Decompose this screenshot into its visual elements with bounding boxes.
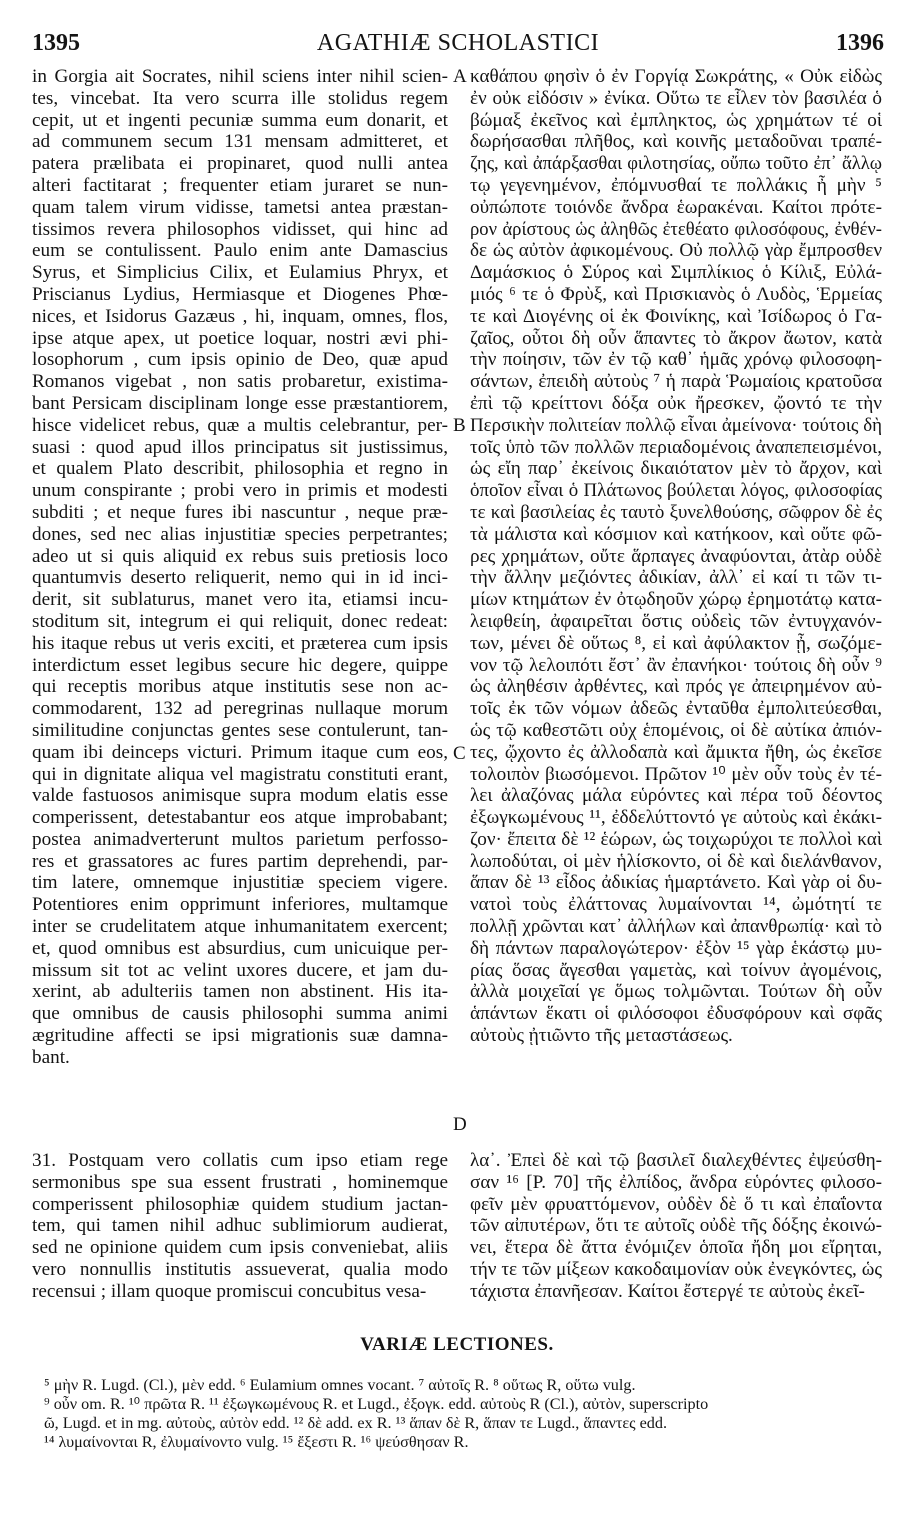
latin-line: tes, vincebat. Ita vero scurra ille stolidus regem [32, 87, 448, 109]
greek-line: πολλῇ χρῶνται κατ᾿ ἀλλήλων καὶ ἀπανθρωπίᾳ· καὶ τὸ [470, 916, 882, 938]
page-number-left: 1395 [32, 30, 80, 56]
latin-line: losophorum , cum ipsis opinio de Deo, quæ apud [32, 349, 448, 371]
note-line: ⁵ μὴν R. Lugd. (Cl.), μὲν edd. ⁶ Eulamium omnes vocant. ⁷ αὐτοῖς R. ⁸ οὕτως R, οὕτω vulg. [44, 1376, 636, 1394]
greek-line: λει ἀλαζόνας μάλα εὑρόντες καὶ πέρα τοῦ δέοντος [470, 785, 882, 807]
greek-line: τοῖς ἐκ τῶν νόμων ἀδεῶς ἐνταῦθα ἐμπολιτεύεσθαι, [470, 698, 882, 720]
margin-letter-c: C [453, 743, 466, 764]
greek-line: τῶν αἰπυτέρων, ὅτι τε αὐτοῖς οὐδὲ τῆς δόξης ἐκοινώ- [470, 1215, 882, 1237]
margin-letter-b: B [453, 415, 466, 436]
latin-line: nices, et Isidorus Gazæus , hi, inquam, omnes, flos, [32, 305, 448, 327]
latin-line: patera prælibata ei propinaret, quod nulli antea [32, 153, 448, 175]
greek-line: ζον· ἔπειτα δὲ ¹² ἑώρων, ὡς τοιχωρύχοι τε πολλοὶ καὶ [470, 828, 882, 850]
running-title: AGATHIÆ SCHOLASTICI [316, 30, 600, 56]
latin-line: derit, sit sublaturus, manet vero ita, etiamsi incu- [32, 589, 448, 611]
latin-line: Romanos vigebat , non satis probaretur, existima- [32, 371, 448, 393]
latin-line: tem, qui tamen nihil adhuc sublimiorum audierat, [32, 1215, 448, 1237]
latin-line: ægritudine affecti se ipsi migrationis suæ damna- [32, 1025, 448, 1047]
greek-line: ἁπάντων ἕκατι οἱ φιλόσοφοι ἐδυσφόρουν καὶ σφᾶς [470, 1003, 882, 1025]
greek-line: ζης, καὶ ἀπάρξασθαι φιλοτησίας, οὔπω τοῦτο ἐπ᾿ ἄλλῳ [470, 153, 882, 175]
greek-line: ρες χρημάτων, οὔτε ἅρπαγες ἀναφύονται, ἀτὰρ οὐδὲ [470, 545, 882, 567]
latin-line: eum se contulissent. Paulo enim ante Damascius [32, 240, 448, 262]
greek-line: ἐπὶ τῷ κρείττονι δόξα οὐκ ἤρεσκεν, ᾤοντό τε τὴν [470, 392, 882, 414]
greek-line: τὴν ποίησιν, τῶν ἐν τῷ καθ᾿ ἡμᾶς χρόνῳ φιλοσοφη- [470, 349, 882, 371]
greek-line: Περσικὴν πολιτείαν πολλῷ εἶναι ἀμείνονα· τούτοις δὴ [470, 414, 882, 436]
greek-line: τὰ μάλιστα καὶ κόσμιον καὶ κατήκοον, καὶ οὔτε φῶ- [470, 523, 882, 545]
greek-line: νον τῷ λελοιπότι ἔστ᾿ ἂν ἐπανήκοι· τούτοις δὴ οὖν ⁹ [470, 654, 882, 676]
latin-line: et, quod omnibus est absurdius, cum unicuique per- [32, 937, 448, 959]
latin-line: subditi ; et neque fures ibi nascuntur , neque præ- [32, 501, 448, 523]
greek-line: ὡς εἴη παρ᾿ ἐκείνοις δικαιότατον μὲν τὸ ἄρχον, καὶ [470, 458, 882, 480]
latin-line: adeo ut si quis aliquid ex rebus suis pretiosis loco [32, 545, 448, 567]
latin-line: comperissent, detestabantur eos atque improbabant; [32, 807, 448, 829]
greek-line: αὐτοὺς ᾐτιῶντο τῆς μεταστάσεως. [470, 1025, 733, 1047]
greek-line: τάχιστα ἐπανῆεσαν. Καίτοι ἔστεργέ τε αὐτοὺς ἐκεῖ- [470, 1280, 865, 1302]
latin-line: alteri factitarat ; frequenter etiam juraret se nun- [32, 174, 448, 196]
greek-line: φεῖν μὲν φρυαττόμενον, οὐδὲν δὲ ὅ τι καὶ ἐπαΐοντα [470, 1193, 882, 1215]
latin-line: quantumvis deserto reliquerit, nemo qui in id inci- [32, 567, 448, 589]
variae-lectiones-heading: VARIÆ LECTIONES. [360, 1334, 554, 1355]
latin-line: bant Persicam disciplinam longe esse præstantiorem, [32, 392, 448, 414]
latin-line: sermonibus spe sua essent frustrati , hominemque [32, 1171, 448, 1193]
latin-line: qui in dignitate aliqua vel magistratu constituti erant, [32, 763, 448, 785]
greek-line: τες, ᾤχοντο ἐς ἀλλοδαπὰ καὶ ἄμικτα ἤθη, ὡς ἐκεῖσε [470, 741, 882, 763]
latin-line: ad communem secum 131 mensam admitteret, et [32, 131, 448, 153]
latin-line: quam talem virum vidisse, tametsi antea præstan- [32, 196, 448, 218]
page-header [32, 30, 884, 64]
latin-line: et qualem Plato describit, philosophia et regno in [32, 458, 448, 480]
margin-letter-a: A [453, 66, 467, 87]
latin-line: tim latere, omnemque injustitiæ speciem vigere. [32, 872, 448, 894]
greek-line: τε καὶ Διογένης οἱ ἐκ Φοινίκης, καὶ Ἰσίδωρος ὁ Γα- [470, 305, 882, 327]
greek-line: σαν ¹⁶ [P. 70] τῆς ἐλπίδος, ἄνδρα εὑρόντες φιλοσο- [470, 1171, 882, 1193]
greek-line: δε ὡς αὐτὸν ἀφικομένους. Οὐ πολλῷ γὰρ ἔμπροσθεν [470, 240, 882, 262]
greek-line: ὁποῖον εἶναι ὁ Πλάτωνος βούλεται λόγος, φιλοσοφίας [470, 480, 882, 502]
latin-line: recensui ; illam quoque promiscui concubitus vesa- [32, 1280, 427, 1302]
greek-line: καθάπου φησὶν ὁ ἐν Γοργίᾳ Σωκράτης, « Οὐκ εἰδὼς [470, 66, 882, 87]
greek-line: των, μένει δὲ οὕτως ⁸, εἰ καὶ ἀφύλακτον ᾖ, σωζόμε- [470, 632, 882, 654]
latin-line: in Gorgia ait Socrates, nihil sciens inter nihil scien- [32, 66, 448, 87]
greek-line: ἅπαν δὲ ¹³ εἶδος ἀδικίας ἡμαρτάνετο. Καὶ γὰρ οἱ δυ- [470, 872, 882, 894]
latin-column [32, 66, 448, 1069]
greek-line: τολοιπὸν βιωσόμενοι. Πρῶτον ¹⁰ μὲν οὖν τοὺς ἐν τέ- [470, 763, 882, 785]
latin-line: hisce videlicet rebus, quæ a multis celebrantur, per- [32, 414, 448, 436]
latin-line: Syrus, et Simplicius Cilix, et Eulamius Phryx, et [32, 262, 448, 284]
latin-line: 31. Postquam vero collatis cum ipso etiam rege [32, 1150, 448, 1171]
greek-line: ζαῖος, οὗτοι δὴ οὖν ἅπαντες τὸ ἄκρον ἄωτον, κατὰ [470, 327, 882, 349]
greek-line: τὴν ἄλλην μεζιόντες ἀδικίαν, ἀλλ᾿ εἰ καί τι τῶν τι- [470, 567, 882, 589]
latin-line: quam ibi deinceps victuri. Primum itaque cum eos, [32, 741, 448, 763]
latin-line: missum sit tot ac velint uxores ducere, et jam du- [32, 959, 448, 981]
note-line: ῶ, Lugd. et in mg. αὐτοὺς, αὐτὸν edd. ¹² δὲ add. ex R. ¹³ ἅπαν δὲ R, ἅπαν τε Lugd., ἅπαντες edd. [44, 1414, 668, 1432]
latin-line: comperissent philosophiæ quidem studium jactan- [32, 1193, 448, 1215]
greek-line: Δαμάσκιος ὁ Σύρος καὶ Σιμπλίκιος ὁ Κίλιξ, Εὐλά- [470, 262, 882, 284]
greek-line: τε καὶ βασιλείας ἐς ταυτὸ ξυνελθούσης, σῶφρον δὲ ἐς [470, 501, 882, 523]
latin-line: stoditum sit, integrum ei qui reliquit, donec redeat: [32, 610, 448, 632]
latin-line: dones, sed nec alias injustitiæ species perpetrantes; [32, 523, 448, 545]
greek-line: ρον ἀρίστους ὡς ἀληθῶς ἐτεθέατο φιλοσόφους, ἐνθέν- [470, 218, 882, 240]
greek-line: ὡς ἀληθέσιν ἀρθέντες, καὶ πρός γε ἀπειρημένον αὐ- [470, 676, 882, 698]
latin-line: sed ne opinione quidem cum ipsis conveniebat, aliis [32, 1237, 448, 1259]
greek-line: οὐπώποτε τοιόνδε ἄνδρα ἑωρακέναι. Καίτοι πρότε- [470, 196, 882, 218]
latin-column-section-31 [32, 1150, 448, 1303]
greek-line: ἀλλὰ μοιχεῖαί γε ὅμως τολμῶνται. Τούτων δὴ οὖν [470, 981, 882, 1003]
greek-line: λειφθείη, ἀφαιρεῖται ὅστις οὐδεὶς τῶν ἐντυγχανόν- [470, 610, 882, 632]
latin-line: inter se crudelitatem atque inhumanitatem exercent; [32, 916, 448, 938]
page-number-right: 1396 [836, 30, 884, 56]
latin-line: cepit, ut et ingenti pecuniæ summa eum donarit, et [32, 109, 448, 131]
variant-readings-notes [44, 1376, 884, 1452]
greek-line: τοῖς ὑπὸ τῶν πολλῶν περιαδομένοις ἀναπεπεισμένοι, [470, 436, 882, 458]
latin-line: commodarent, 132 ad peregrinas nullaque morum [32, 698, 448, 720]
margin-letter-d: D [453, 1114, 467, 1135]
greek-line: νει, ἕτερα δὲ ἄττα ἐνόμιζεν ὁποῖα ἤδη μοι εἴρηται, [470, 1237, 882, 1259]
greek-line: ἐν οὐκ εἰδόσιν » ἐνίκα. Οὕτω τε εἷλεν τὸν βασιλέα ὁ [470, 87, 882, 109]
latin-line: suasi : quod apud illos principatus sit justissimus, [32, 436, 448, 458]
latin-line: Potentiores enim opprimunt inferiores, multamque [32, 894, 448, 916]
greek-line: μιός ⁶ τε ὁ Φρὺξ, καὶ Πρισκιανὸς ὁ Λυδὸς, Ἑρμείας [470, 283, 882, 305]
greek-line: λωποδύται, οἱ μὲν ἡλίσκοντο, οἱ δὲ καὶ διελάνθανον, [470, 850, 882, 872]
greek-line: ρίας ὅσας ἄγεσθαι γαμετὰς, καὶ τοίνυν ἀγομένοις, [470, 959, 882, 981]
greek-line: δὴ πάντων παραλογώτερον· ἐξὸν ¹⁵ γὰρ ἑκάστῳ μυ- [470, 937, 882, 959]
greek-line: τήν τε τῶν μίξεων κακοδαιμονίαν οὐκ ἐνεγκόντες, ὡς [470, 1258, 882, 1280]
latin-line: ipse atque apex, ut poetice loquar, nostri ævi phi- [32, 327, 448, 349]
greek-column-section-31 [470, 1150, 882, 1303]
latin-line: Priscianus Lydius, Hermiasque et Diogenes Phœ- [32, 283, 448, 305]
latin-line: unum conspirante ; probi vero in primis et modesti [32, 480, 448, 502]
latin-line: bant. [32, 1046, 70, 1068]
greek-line: ἐξωγκωμένους ¹¹, ἐδδελύττοντό γε αὐτοὺς καὶ ἐκάκι- [470, 807, 882, 829]
greek-line: μίων κτημάτων ἐν ὀτῳδηοῦν χώρῳ ἐρημοτάτῳ κατα- [470, 589, 882, 611]
latin-line: qui receptis moribus atque institutis sese non ac- [32, 676, 448, 698]
greek-line: δωρήσασθαι πλῆθος, καὶ κοινῆς μεταδοῦναι τραπέ- [470, 131, 882, 153]
latin-line: postea animadverterunt multos parietum perfosso- [32, 828, 448, 850]
greek-line: νατοὶ τοὺς ἐλάττονας λυμαίνονται ¹⁴, ὠμότητί τε [470, 894, 882, 916]
latin-line: xerint, ab adulteriis tamen non abstinent. His ita- [32, 981, 448, 1003]
note-line: ⁹ οὖν om. R. ¹⁰ πρῶτα R. ¹¹ ἐξωγκωμένους R. et Lugd., ἐξογκ. edd. αὐτοὺς R (Cl.), αὐτὸν, superscripto [44, 1395, 709, 1413]
greek-column [470, 66, 882, 1047]
greek-line: τῳ γεγενημένον, ἐπόμνυσθαί τε πολλάκις ἦ μὴν ⁵ [470, 174, 882, 196]
greek-line: βώμαξ ἐκεῖνος καὶ ἐμπληκτος, ὡς χρημάτων τέ οἱ [470, 109, 882, 131]
latin-line: res et grassatores ac fures partim deprehendi, par- [32, 850, 448, 872]
greek-line: λα᾿. Ἐπεὶ δὲ καὶ τῷ βασιλεῖ διαλεχθέντες ἐψεύσθη- [470, 1150, 882, 1171]
latin-line: que omnibus de causis philosophi summa animi [32, 1003, 448, 1025]
greek-line: ὡς τῷ καθεστῶτι οὐχ ἑπομένοις, οἱ δὲ αὐτίκα ἀπιόν- [470, 719, 882, 741]
latin-line: valde fastuosos animisque supra modum elatis esse [32, 785, 448, 807]
latin-line: his itaque rebus ut veris exciti, et præterea cum ipsis [32, 632, 448, 654]
latin-line: tissimos revera philosophos vidisset, qui hinc ad [32, 218, 448, 240]
note-line: ¹⁴ λυμαίνονται R, ἐλυμαίνοντο vulg. ¹⁵ ἔξεστι R. ¹⁶ ψεύσθησαν R. [44, 1433, 469, 1451]
latin-line: interdictum esset legibus secure hic degere, quippe [32, 654, 448, 676]
greek-line: σάντων, ἐπειδὴ αὐτοὺς ⁷ ἡ παρὰ Ῥωμαίοις κρατοῦσα [470, 371, 882, 393]
latin-line: vero nonnullis institutis assueverat, qualia modo [32, 1258, 448, 1280]
latin-line: similitudine conjunctas gentes sese contulerunt, tan- [32, 719, 448, 741]
